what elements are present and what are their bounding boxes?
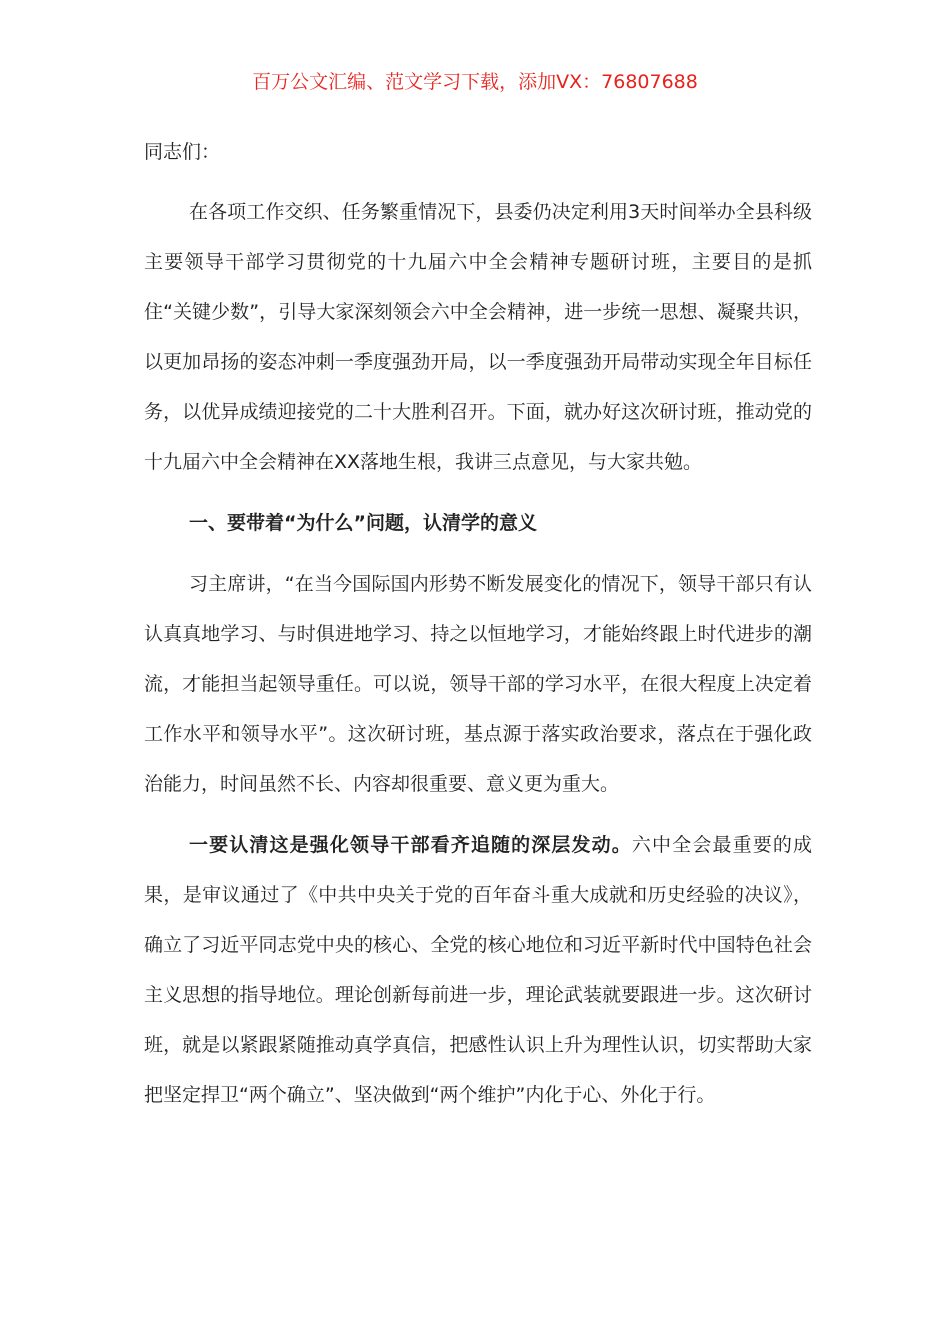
intro-paragraph: 在各项工作交织、任务繁重情况下，县委仍决定利用3天时间举办全县科级主要领导干部学习贯彻党的十九届六中全会精神专题研讨班，主要目的是抓住“关键少数”，引导大家深刻领会六中全会精神，进一步统一思想、凝聚共识，以更加昂扬的姿态冲刺一季度强劲开局，以一季度强劲开局带动实现全年目标任务，以优异成绩迎接党的二十大胜利召开。下面，就办好这次研讨班，推动党的十九届六中全会精神在XX落地生根，我讲三点意见，与大家共勉。 <box>144 201 812 473</box>
greeting: 同志们： <box>144 141 221 163</box>
section-1-paragraph-2 <box>144 820 812 1120</box>
paragraph-lead-sentence: 一要认清这是强化领导干部看齐追随的深层发动。 <box>189 834 632 856</box>
section-1-paragraph-1: 习主席讲，“在当今国际国内形势不断发展变化的情况下，领导干部只有认认真真地学习、与时俱进地学习、持之以恒地学习，才能始终跟上时代进步的潮流，才能担当起领导重任。可以说，领导干部的学习水平，在很大程度上决定着工作水平和领导水平”。这次研讨班，基点源于落实政治要求，落点在于强化政治能力，时间虽然不长、内容却很重要、意义更为重大。 <box>144 573 812 795</box>
paragraph-body: 六中全会最重要的成果，是审议通过了《中共中央关于党的百年奋斗重大成就和历史经验的决议》，确立了习近平同志党中央的核心、全党的核心地位和习近平新时代中国特色社会主义思想的指导地位。理论创新每前进一步，理论武装就要跟进一步。这次研讨班，就是以紧跟紧随推动真学真信，把感性认识上升为理性认识，切实帮助大家把坚定捍卫“两个确立”、坚决做到“两个维护”内化于心、外化于行。 <box>144 834 812 1106</box>
section-heading-1: 一、要带着“为什么”问题，认清学的意义 <box>189 512 537 534</box>
download-banner: 百万公文汇编、范文学习下载，添加VX：76807688 <box>252 71 698 93</box>
